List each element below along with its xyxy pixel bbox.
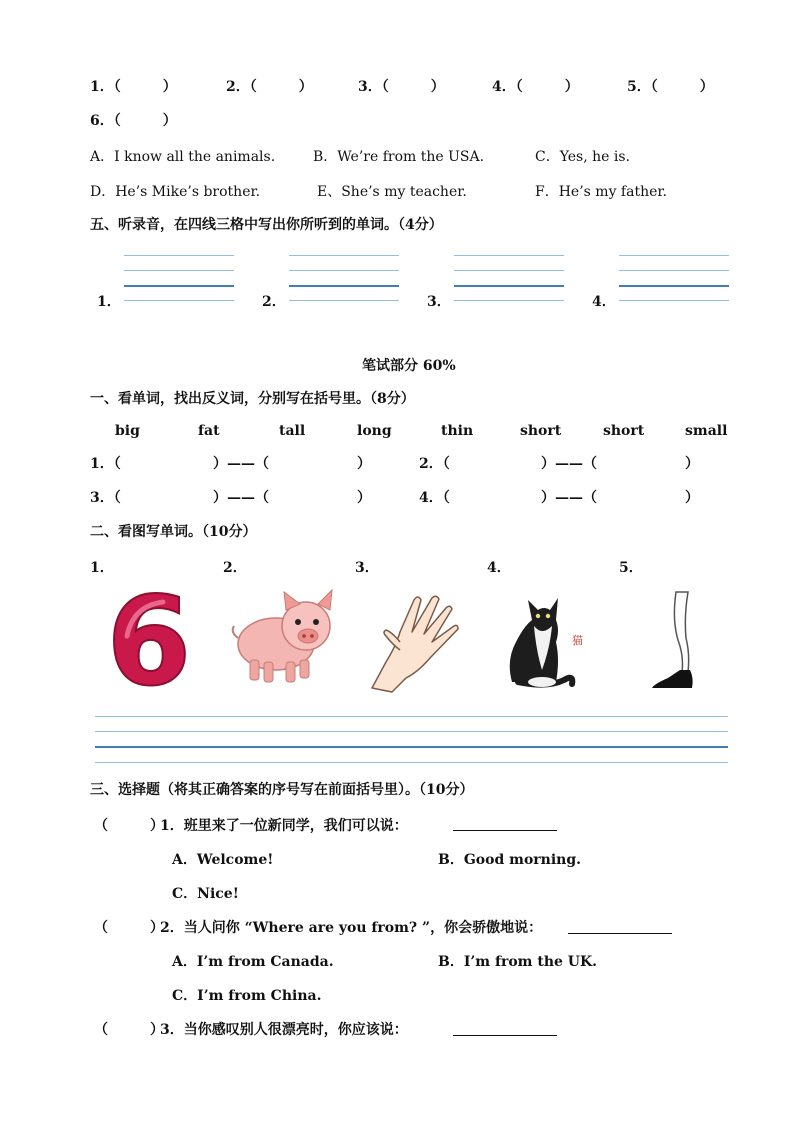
section-two-heading: 二、看图写单词。（10分） xyxy=(90,524,257,540)
option-e: E、She’s my teacher. xyxy=(317,184,467,200)
cat-label: 猫 xyxy=(572,634,583,647)
question-3-text: 3．当你感叹别人很漂亮时，你应该说： xyxy=(160,1022,408,1038)
question-1-option-a: A．Welcome! xyxy=(172,852,274,868)
question-2-option-a: A．I’m from Canada. xyxy=(172,954,334,970)
question-2-option-c: C．I’m from China. xyxy=(172,988,322,1004)
word-item: tall xyxy=(279,423,306,439)
grid-number-2: 2． xyxy=(262,294,286,310)
antonym-blank[interactable]: ）——（ xyxy=(213,490,269,506)
picture-number-2: 2． xyxy=(223,560,247,576)
answer-bracket-2[interactable]: 2．（ ） xyxy=(226,79,313,95)
question-1-answer-bracket[interactable]: （ ） xyxy=(94,818,164,834)
answer-bracket-4[interactable]: 4．（ ） xyxy=(492,79,579,95)
picture-number-5: 5． xyxy=(619,560,643,576)
option-f: F．He’s my father. xyxy=(535,184,667,200)
option-d: D．He’s Mike’s brother. xyxy=(90,184,261,200)
section-five-heading: 五、听录音，在四线三格中写出你所听到的单词。（4分） xyxy=(90,217,443,233)
question-2-answer-bracket[interactable]: （ ） xyxy=(94,920,164,936)
question-3-answer-line[interactable] xyxy=(453,1035,557,1036)
answer-bracket-5[interactable]: 5．（ ） xyxy=(627,79,714,95)
answer-bracket-3[interactable]: 3．（ ） xyxy=(358,79,445,95)
written-part-title: 笔试部分 60% xyxy=(362,358,456,374)
pig-picture xyxy=(228,586,338,686)
question-2-option-b: B．I’m from the UK. xyxy=(438,954,598,970)
section-three-heading: 三、选择题（将其正确答案的序号写在前面括号里）。（10分） xyxy=(90,782,474,798)
grid-number-3: 3． xyxy=(427,294,451,310)
grid-number-1: 1． xyxy=(97,294,121,310)
question-1-answer-line[interactable] xyxy=(453,830,557,831)
question-3-answer-bracket[interactable]: （ ） xyxy=(94,1022,164,1038)
question-2-text: 2．当人问你 “Where are you from? ”，你会骄傲地说： xyxy=(160,920,543,936)
hand-picture xyxy=(366,592,462,694)
word-item: long xyxy=(357,423,392,439)
word-item: fat xyxy=(198,423,220,439)
section-one-heading: 一、看单词，找出反义词，分别写在括号里。（8分） xyxy=(90,391,415,407)
antonym-blank[interactable]: ）——（ xyxy=(213,456,269,472)
antonym-blank[interactable]: ）——（ xyxy=(541,490,597,506)
word-item: short xyxy=(603,423,645,439)
word-item: short xyxy=(520,423,562,439)
picture-number-1: 1． xyxy=(90,560,114,576)
option-c: C．Yes, he is. xyxy=(535,149,630,165)
grid-number-4: 4． xyxy=(592,294,616,310)
number-six-picture xyxy=(105,588,195,688)
antonym-blank[interactable]: ）——（ xyxy=(541,456,597,472)
option-b: B．We’re from the USA. xyxy=(313,149,485,165)
picture-number-3: 3． xyxy=(355,560,379,576)
question-1-option-b: B．Good morning. xyxy=(438,852,581,868)
word-item: small xyxy=(685,423,728,439)
answer-bracket-1[interactable]: 1．（ ） xyxy=(90,79,177,95)
question-1-option-c: C．Nice! xyxy=(172,886,239,902)
leg-picture xyxy=(648,590,706,690)
picture-number-4: 4． xyxy=(487,560,511,576)
six-digit: 6 xyxy=(106,588,192,688)
word-item: thin xyxy=(441,423,474,439)
question-1-text: 1．班里来了一位新同学，我们可以说： xyxy=(160,818,408,834)
option-a: A．I know all the animals. xyxy=(90,149,276,165)
cat-picture xyxy=(498,590,590,690)
word-item: big xyxy=(115,423,140,439)
answer-bracket-6[interactable]: 6．（ ） xyxy=(90,113,177,129)
question-2-answer-line[interactable] xyxy=(568,933,672,934)
